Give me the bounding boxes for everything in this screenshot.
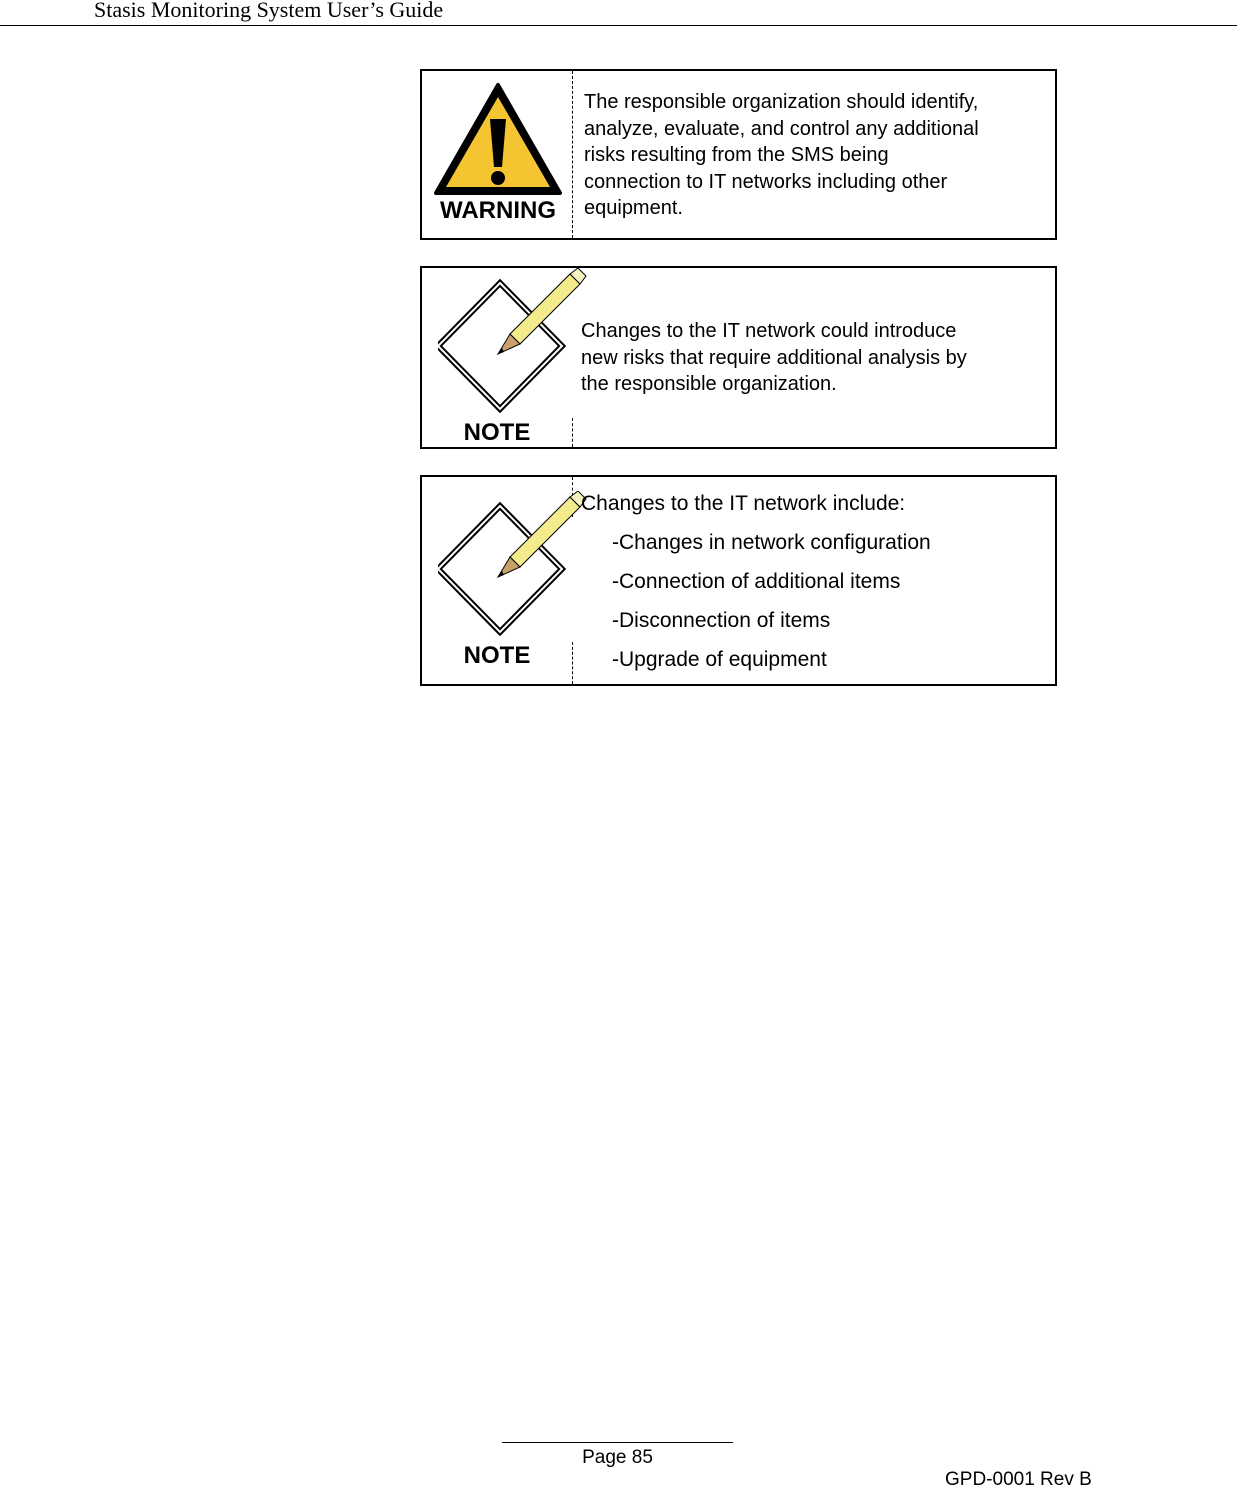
warning-text: [584, 89, 1054, 222]
document-id: GPD-0001 Rev B: [945, 1469, 1092, 1490]
note-list-item: -Connection of additional items: [612, 570, 901, 593]
note-pencil-icon: [438, 268, 588, 413]
warning-triangle-icon: [432, 81, 564, 199]
warning-text-line: The responsible organization should identify,: [584, 91, 979, 113]
callout-divider: [572, 71, 573, 238]
footer-rule: [502, 1442, 733, 1443]
note-pencil-icon: [438, 491, 588, 636]
note-text: [581, 318, 1051, 398]
note-text-line: Changes to the IT network could introduce: [581, 320, 957, 342]
note-list-item: -Disconnection of items: [612, 609, 831, 632]
note-text-line: the responsible organization.: [581, 373, 837, 395]
page-header-title: Stasis Monitoring System User’s Guide: [94, 0, 444, 22]
page-number: Page 85: [582, 1447, 653, 1468]
warning-text-line: connection to IT networks including other: [584, 170, 948, 193]
note-list-callout: [420, 475, 1057, 686]
warning-text-line: analyze, evaluate, and control any additional: [584, 117, 979, 140]
warning-text-line: equipment.: [584, 197, 683, 219]
warning-text-line: risks resulting from the SMS being: [584, 144, 889, 166]
note-list-item: -Changes in network configuration: [612, 531, 931, 554]
callout-divider: [572, 418, 573, 447]
warning-callout: [420, 69, 1057, 240]
header-rule: [0, 25, 1237, 26]
note-label: NOTE: [463, 419, 531, 446]
note-text-line: new risks that require additional analysis by: [581, 346, 967, 369]
callout-divider-bottom: [572, 642, 573, 684]
note-list-intro: Changes to the IT network include:: [581, 492, 906, 515]
note-list-item: -Upgrade of equipment: [612, 648, 827, 671]
note-callout: [420, 266, 1057, 449]
warning-label: WARNING: [440, 197, 556, 224]
note-label: NOTE: [463, 642, 531, 669]
